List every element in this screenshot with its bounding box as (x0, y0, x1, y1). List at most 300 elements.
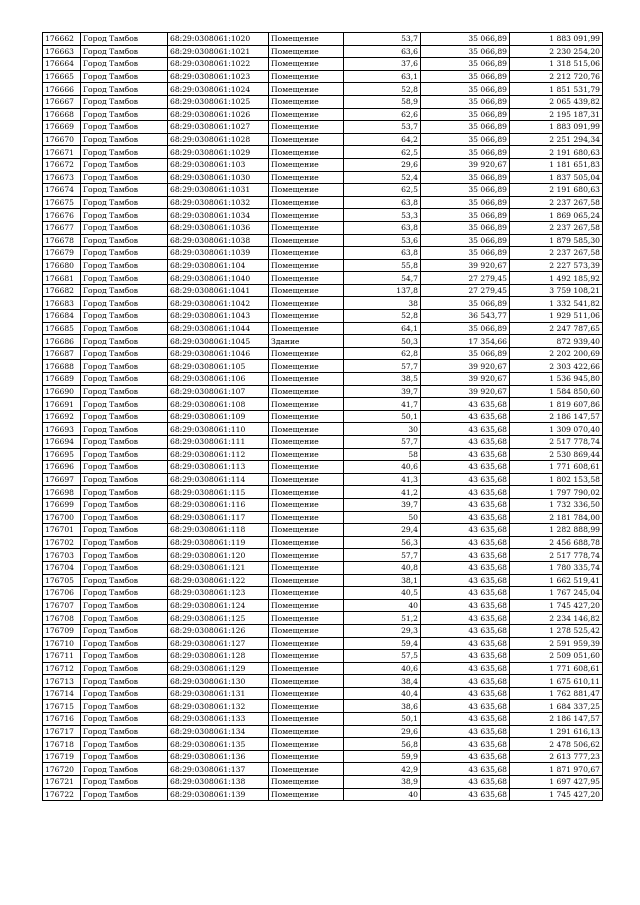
cadastral-value-cell: 1 745 427,20 (510, 599, 603, 612)
cadastral-number-cell: 68:29:0308061:1023 (168, 70, 269, 83)
specific-value-cell: 39 920,67 (421, 158, 510, 171)
table-row (43, 536, 603, 549)
specific-value-cell: 39 920,67 (421, 373, 510, 386)
table-row (43, 410, 603, 423)
object-type-cell: Помещение (269, 486, 344, 499)
object-type-cell: Помещение (269, 612, 344, 625)
cadastral-number-cell: 68:29:0308061:125 (168, 612, 269, 625)
cadastral-number-cell: 68:29:0308061:1040 (168, 272, 269, 285)
area-cell: 38,9 (344, 776, 421, 789)
table-row (43, 158, 603, 171)
cadastral-value-cell: 1 762 881,47 (510, 687, 603, 700)
area-cell: 38 (344, 297, 421, 310)
specific-value-cell: 43 635,68 (421, 436, 510, 449)
area-cell: 137,8 (344, 284, 421, 297)
record-id-cell: 176662 (43, 33, 81, 46)
specific-value-cell: 43 635,68 (421, 650, 510, 663)
record-id-cell: 176706 (43, 587, 81, 600)
area-cell: 41,3 (344, 473, 421, 486)
cadastral-number-cell: 68:29:0308061:123 (168, 587, 269, 600)
record-id-cell: 176676 (43, 209, 81, 222)
record-id-cell: 176684 (43, 310, 81, 323)
record-id-cell: 176713 (43, 675, 81, 688)
area-cell: 63,6 (344, 45, 421, 58)
object-type-cell: Помещение (269, 662, 344, 675)
cadastral-number-cell: 68:29:0308061:116 (168, 498, 269, 511)
specific-value-cell: 35 066,89 (421, 347, 510, 360)
city-cell: Город Тамбов (81, 322, 168, 335)
city-cell: Город Тамбов (81, 436, 168, 449)
cadastral-number-cell: 68:29:0308061:1045 (168, 335, 269, 348)
city-cell: Город Тамбов (81, 158, 168, 171)
specific-value-cell: 43 635,68 (421, 776, 510, 789)
table-row (43, 574, 603, 587)
object-type-cell: Помещение (269, 184, 344, 197)
cadastral-value-cell: 2 195 187,31 (510, 108, 603, 121)
cadastral-value-cell: 1 662 519,41 (510, 574, 603, 587)
record-id-cell: 176679 (43, 247, 81, 260)
specific-value-cell: 35 066,89 (421, 83, 510, 96)
area-cell: 63,8 (344, 247, 421, 260)
record-id-cell: 176664 (43, 58, 81, 71)
city-cell: Город Тамбов (81, 536, 168, 549)
object-type-cell: Помещение (269, 574, 344, 587)
object-type-cell: Помещение (269, 95, 344, 108)
specific-value-cell: 35 066,89 (421, 146, 510, 159)
specific-value-cell: 43 635,68 (421, 448, 510, 461)
cadastral-value-cell: 1 879 585,30 (510, 234, 603, 247)
city-cell: Город Тамбов (81, 385, 168, 398)
cadastral-value-cell: 2 530 869,44 (510, 448, 603, 461)
record-id-cell: 176672 (43, 158, 81, 171)
cadastral-value-cell: 1 492 185,92 (510, 272, 603, 285)
cadastral-value-cell: 1 929 511,06 (510, 310, 603, 323)
city-cell: Город Тамбов (81, 284, 168, 297)
table-row (43, 171, 603, 184)
city-cell: Город Тамбов (81, 549, 168, 562)
cadastral-value-cell: 2 202 200,69 (510, 347, 603, 360)
specific-value-cell: 35 066,89 (421, 33, 510, 46)
area-cell: 58,9 (344, 95, 421, 108)
cadastral-number-cell: 68:29:0308061:132 (168, 700, 269, 713)
cadastral-value-cell: 1 675 610,11 (510, 675, 603, 688)
specific-value-cell: 27 279,45 (421, 284, 510, 297)
area-cell: 30 (344, 423, 421, 436)
city-cell: Город Тамбов (81, 83, 168, 96)
cadastral-number-cell: 68:29:0308061:1024 (168, 83, 269, 96)
table-row (43, 637, 603, 650)
area-cell: 41,2 (344, 486, 421, 499)
area-cell: 56,8 (344, 738, 421, 751)
specific-value-cell: 35 066,89 (421, 133, 510, 146)
record-id-cell: 176669 (43, 121, 81, 134)
area-cell: 50 (344, 511, 421, 524)
area-cell: 53,3 (344, 209, 421, 222)
object-type-cell: Помещение (269, 637, 344, 650)
cadastral-number-cell: 68:29:0308061:114 (168, 473, 269, 486)
specific-value-cell: 35 066,89 (421, 58, 510, 71)
city-cell: Город Тамбов (81, 310, 168, 323)
object-type-cell: Помещение (269, 448, 344, 461)
object-type-cell: Здание (269, 335, 344, 348)
city-cell: Город Тамбов (81, 196, 168, 209)
cadastral-value-cell: 1 745 427,20 (510, 788, 603, 801)
record-id-cell: 176670 (43, 133, 81, 146)
cadastral-number-cell: 68:29:0308061:1022 (168, 58, 269, 71)
object-type-cell: Помещение (269, 549, 344, 562)
table-row (43, 687, 603, 700)
cadastral-number-cell: 68:29:0308061:110 (168, 423, 269, 436)
cadastral-value-cell: 1 780 335,74 (510, 561, 603, 574)
specific-value-cell: 43 635,68 (421, 423, 510, 436)
city-cell: Город Тамбов (81, 95, 168, 108)
area-cell: 29,3 (344, 624, 421, 637)
area-cell: 62,5 (344, 146, 421, 159)
city-cell: Город Тамбов (81, 675, 168, 688)
specific-value-cell: 35 066,89 (421, 234, 510, 247)
record-id-cell: 176720 (43, 763, 81, 776)
table-row (43, 70, 603, 83)
object-type-cell: Помещение (269, 33, 344, 46)
specific-value-cell: 43 635,68 (421, 473, 510, 486)
area-cell: 52,8 (344, 310, 421, 323)
specific-value-cell: 35 066,89 (421, 184, 510, 197)
table-row (43, 259, 603, 272)
table-row (43, 788, 603, 801)
table-row (43, 561, 603, 574)
record-id-cell: 176716 (43, 713, 81, 726)
specific-value-cell: 36 543,77 (421, 310, 510, 323)
specific-value-cell: 43 635,68 (421, 524, 510, 537)
object-type-cell: Помещение (269, 410, 344, 423)
cadastral-number-cell: 68:29:0308061:1032 (168, 196, 269, 209)
specific-value-cell: 43 635,68 (421, 624, 510, 637)
city-cell: Город Тамбов (81, 347, 168, 360)
city-cell: Город Тамбов (81, 763, 168, 776)
table-row (43, 624, 603, 637)
cadastral-number-cell: 68:29:0308061:1029 (168, 146, 269, 159)
specific-value-cell: 35 066,89 (421, 121, 510, 134)
city-cell: Город Тамбов (81, 58, 168, 71)
table-row (43, 95, 603, 108)
cadastral-number-cell: 68:29:0308061:138 (168, 776, 269, 789)
specific-value-cell: 35 066,89 (421, 297, 510, 310)
table-row (43, 398, 603, 411)
cadastral-number-cell: 68:29:0308061:105 (168, 360, 269, 373)
cadastral-number-cell: 68:29:0308061:1021 (168, 45, 269, 58)
record-id-cell: 176693 (43, 423, 81, 436)
specific-value-cell: 43 635,68 (421, 574, 510, 587)
object-type-cell: Помещение (269, 45, 344, 58)
cadastral-number-cell: 68:29:0308061:1030 (168, 171, 269, 184)
table-row (43, 121, 603, 134)
object-type-cell: Помещение (269, 146, 344, 159)
cadastral-value-cell: 2 186 147,57 (510, 410, 603, 423)
record-id-cell: 176687 (43, 347, 81, 360)
record-id-cell: 176696 (43, 461, 81, 474)
cadastral-value-cell: 2 191 680,63 (510, 184, 603, 197)
cadastral-value-cell: 2 591 959,39 (510, 637, 603, 650)
city-cell: Город Тамбов (81, 524, 168, 537)
specific-value-cell: 43 635,68 (421, 511, 510, 524)
record-id-cell: 176711 (43, 650, 81, 663)
cadastral-value-cell: 2 191 680,63 (510, 146, 603, 159)
cadastral-number-cell: 68:29:0308061:135 (168, 738, 269, 751)
cadastral-number-cell: 68:29:0308061:1020 (168, 33, 269, 46)
area-cell: 29,4 (344, 524, 421, 537)
area-cell: 40 (344, 788, 421, 801)
area-cell: 55,8 (344, 259, 421, 272)
city-cell: Город Тамбов (81, 725, 168, 738)
object-type-cell: Помещение (269, 221, 344, 234)
city-cell: Город Тамбов (81, 713, 168, 726)
table-row (43, 45, 603, 58)
object-type-cell: Помещение (269, 587, 344, 600)
city-cell: Город Тамбов (81, 662, 168, 675)
area-cell: 40,6 (344, 662, 421, 675)
record-id-cell: 176681 (43, 272, 81, 285)
cadastral-value-cell: 2 517 778,74 (510, 549, 603, 562)
city-cell: Город Тамбов (81, 788, 168, 801)
record-id-cell: 176668 (43, 108, 81, 121)
table-row (43, 700, 603, 713)
city-cell: Город Тамбов (81, 45, 168, 58)
city-cell: Город Тамбов (81, 511, 168, 524)
city-cell: Город Тамбов (81, 776, 168, 789)
cadastral-value-cell: 2 251 294,34 (510, 133, 603, 146)
object-type-cell: Помещение (269, 498, 344, 511)
city-cell: Город Тамбов (81, 209, 168, 222)
object-type-cell: Помещение (269, 297, 344, 310)
city-cell: Город Тамбов (81, 561, 168, 574)
cadastral-number-cell: 68:29:0308061:1028 (168, 133, 269, 146)
table-row (43, 284, 603, 297)
cadastral-value-cell: 1 282 888,99 (510, 524, 603, 537)
specific-value-cell: 43 635,68 (421, 687, 510, 700)
table-row (43, 33, 603, 46)
city-cell: Город Тамбов (81, 461, 168, 474)
cadastral-number-cell: 68:29:0308061:1046 (168, 347, 269, 360)
area-cell: 40,5 (344, 587, 421, 600)
record-id-cell: 176677 (43, 221, 81, 234)
area-cell: 50,1 (344, 713, 421, 726)
cadastral-number-cell: 68:29:0308061:136 (168, 750, 269, 763)
record-id-cell: 176671 (43, 146, 81, 159)
area-cell: 52,4 (344, 171, 421, 184)
area-cell: 52,8 (344, 83, 421, 96)
record-id-cell: 176705 (43, 574, 81, 587)
record-id-cell: 176689 (43, 373, 81, 386)
object-type-cell: Помещение (269, 738, 344, 751)
object-type-cell: Помещение (269, 763, 344, 776)
cadastral-value-cell: 2 237 267,58 (510, 221, 603, 234)
cadastral-number-cell: 68:29:0308061:115 (168, 486, 269, 499)
specific-value-cell: 35 066,89 (421, 171, 510, 184)
table-row (43, 234, 603, 247)
record-id-cell: 176694 (43, 436, 81, 449)
table-row (43, 776, 603, 789)
object-type-cell: Помещение (269, 461, 344, 474)
object-type-cell: Помещение (269, 788, 344, 801)
specific-value-cell: 43 635,68 (421, 599, 510, 612)
area-cell: 50,3 (344, 335, 421, 348)
table-row (43, 184, 603, 197)
record-id-cell: 176692 (43, 410, 81, 423)
record-id-cell: 176714 (43, 687, 81, 700)
object-type-cell: Помещение (269, 511, 344, 524)
city-cell: Город Тамбов (81, 184, 168, 197)
table-row (43, 498, 603, 511)
object-type-cell: Помещение (269, 196, 344, 209)
area-cell: 38,5 (344, 373, 421, 386)
record-id-cell: 176682 (43, 284, 81, 297)
table-row (43, 133, 603, 146)
table-row (43, 763, 603, 776)
record-id-cell: 176717 (43, 725, 81, 738)
area-cell: 59,9 (344, 750, 421, 763)
cadastral-number-cell: 68:29:0308061:107 (168, 385, 269, 398)
cadastral-number-cell: 68:29:0308061:122 (168, 574, 269, 587)
cadastral-value-cell: 1 851 531,79 (510, 83, 603, 96)
cadastral-number-cell: 68:29:0308061:1038 (168, 234, 269, 247)
cadastral-number-cell: 68:29:0308061:127 (168, 637, 269, 650)
record-id-cell: 176721 (43, 776, 81, 789)
cadastral-value-cell: 1 802 153,58 (510, 473, 603, 486)
table-row (43, 738, 603, 751)
city-cell: Город Тамбов (81, 259, 168, 272)
city-cell: Город Тамбов (81, 473, 168, 486)
object-type-cell: Помещение (269, 171, 344, 184)
table-row (43, 599, 603, 612)
cadastral-value-cell: 1 536 945,80 (510, 373, 603, 386)
specific-value-cell: 43 635,68 (421, 662, 510, 675)
cadastral-value-cell: 2 181 784,00 (510, 511, 603, 524)
record-id-cell: 176680 (43, 259, 81, 272)
cadastral-value-cell: 1 732 336,50 (510, 498, 603, 511)
specific-value-cell: 27 279,45 (421, 272, 510, 285)
cadastral-value-cell: 2 237 267,58 (510, 196, 603, 209)
object-type-cell: Помещение (269, 473, 344, 486)
table-row (43, 612, 603, 625)
object-type-cell: Помещение (269, 713, 344, 726)
cadastral-value-cell: 2 247 787,65 (510, 322, 603, 335)
area-cell: 38,6 (344, 700, 421, 713)
table-row (43, 373, 603, 386)
cadastral-value-cell: 2 509 051,60 (510, 650, 603, 663)
object-type-cell: Помещение (269, 158, 344, 171)
record-id-cell: 176675 (43, 196, 81, 209)
cadastral-value-cell: 1 819 607,86 (510, 398, 603, 411)
record-id-cell: 176667 (43, 95, 81, 108)
cadastral-value-cell: 2 517 778,74 (510, 436, 603, 449)
city-cell: Город Тамбов (81, 574, 168, 587)
area-cell: 51,2 (344, 612, 421, 625)
area-cell: 58 (344, 448, 421, 461)
object-type-cell: Помещение (269, 436, 344, 449)
cadastral-number-cell: 68:29:0308061:109 (168, 410, 269, 423)
object-type-cell: Помещение (269, 360, 344, 373)
specific-value-cell: 17 354,66 (421, 335, 510, 348)
city-cell: Город Тамбов (81, 700, 168, 713)
city-cell: Город Тамбов (81, 398, 168, 411)
cadastral-number-cell: 68:29:0308061:103 (168, 158, 269, 171)
object-type-cell: Помещение (269, 385, 344, 398)
cadastral-value-cell: 1 278 525,42 (510, 624, 603, 637)
specific-value-cell: 43 635,68 (421, 738, 510, 751)
specific-value-cell: 43 635,68 (421, 713, 510, 726)
cadastral-value-cell: 2 456 688,78 (510, 536, 603, 549)
city-cell: Город Тамбов (81, 70, 168, 83)
record-id-cell: 176710 (43, 637, 81, 650)
table-row (43, 436, 603, 449)
specific-value-cell: 43 635,68 (421, 700, 510, 713)
specific-value-cell: 43 635,68 (421, 675, 510, 688)
record-id-cell: 176685 (43, 322, 81, 335)
cadastral-number-cell: 68:29:0308061:1042 (168, 297, 269, 310)
object-type-cell: Помещение (269, 423, 344, 436)
area-cell: 57,5 (344, 650, 421, 663)
cadastral-number-cell: 68:29:0308061:130 (168, 675, 269, 688)
table-row (43, 385, 603, 398)
cadastral-value-cell: 2 065 439,82 (510, 95, 603, 108)
area-cell: 39,7 (344, 498, 421, 511)
table-row (43, 347, 603, 360)
cadastral-value-cell: 1 771 608,61 (510, 662, 603, 675)
area-cell: 40,8 (344, 561, 421, 574)
cadastral-number-cell: 68:29:0308061:1026 (168, 108, 269, 121)
table-row (43, 750, 603, 763)
city-cell: Город Тамбов (81, 297, 168, 310)
area-cell: 50,1 (344, 410, 421, 423)
city-cell: Город Тамбов (81, 624, 168, 637)
table-row (43, 209, 603, 222)
object-type-cell: Помещение (269, 70, 344, 83)
cadastral-number-cell: 68:29:0308061:112 (168, 448, 269, 461)
area-cell: 38,1 (344, 574, 421, 587)
city-cell: Город Тамбов (81, 335, 168, 348)
cadastral-number-cell: 68:29:0308061:119 (168, 536, 269, 549)
cadastral-value-cell: 3 759 108,21 (510, 284, 603, 297)
city-cell: Город Тамбов (81, 108, 168, 121)
object-type-cell: Помещение (269, 209, 344, 222)
record-id-cell: 176699 (43, 498, 81, 511)
cadastral-value-cell: 2 613 777,23 (510, 750, 603, 763)
record-id-cell: 176702 (43, 536, 81, 549)
specific-value-cell: 35 066,89 (421, 221, 510, 234)
cadastral-number-cell: 68:29:0308061:1036 (168, 221, 269, 234)
cadastral-number-cell: 68:29:0308061:131 (168, 687, 269, 700)
cadastral-value-cell: 1 771 608,61 (510, 461, 603, 474)
specific-value-cell: 35 066,89 (421, 196, 510, 209)
table-row (43, 524, 603, 537)
table-row (43, 511, 603, 524)
area-cell: 63,8 (344, 196, 421, 209)
cadastral-number-cell: 68:29:0308061:1041 (168, 284, 269, 297)
area-cell: 62,8 (344, 347, 421, 360)
cadastral-value-cell: 1 584 850,60 (510, 385, 603, 398)
specific-value-cell: 35 066,89 (421, 247, 510, 260)
area-cell: 57,7 (344, 549, 421, 562)
city-cell: Город Тамбов (81, 221, 168, 234)
record-id-cell: 176674 (43, 184, 81, 197)
record-id-cell: 176722 (43, 788, 81, 801)
record-id-cell: 176701 (43, 524, 81, 537)
cadastral-value-cell: 1 309 070,40 (510, 423, 603, 436)
specific-value-cell: 43 635,68 (421, 750, 510, 763)
city-cell: Город Тамбов (81, 360, 168, 373)
record-id-cell: 176666 (43, 83, 81, 96)
cadastral-value-cell: 1 181 651,83 (510, 158, 603, 171)
